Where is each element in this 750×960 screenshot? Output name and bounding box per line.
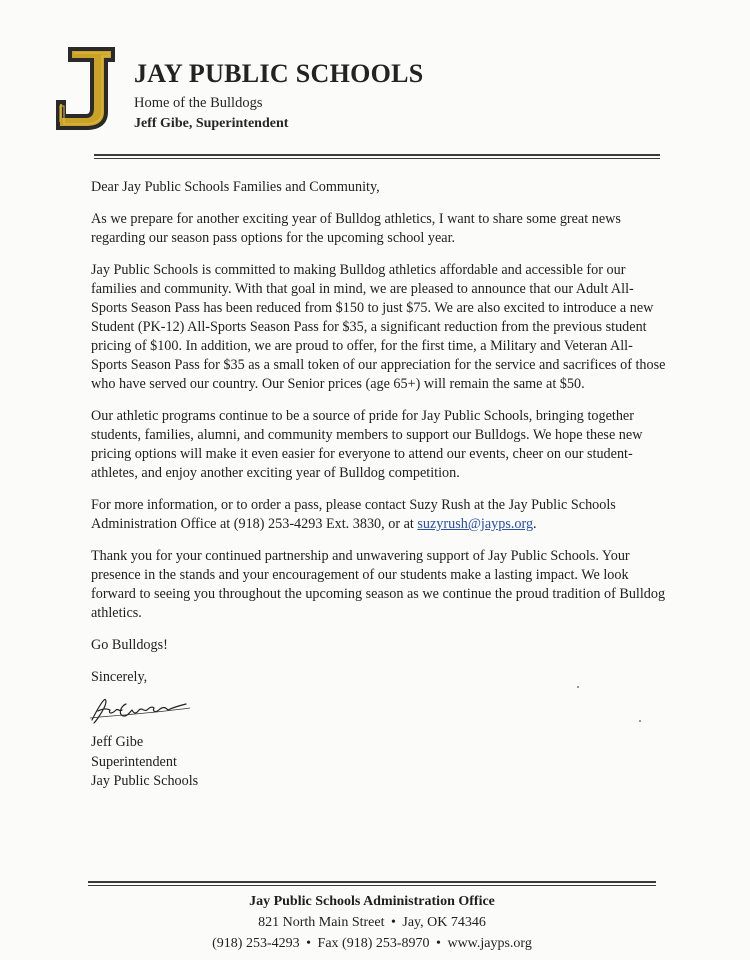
paragraph-5: Thank you for your continued partnership and unwavering support of Jay Public Schools. Your presence in the stands and your encouragement of our students make a lasting impact. We look forward to seeing you throughout the upcoming season as we continue the proud tradition of Bulldog athletics. xyxy=(91,548,666,621)
handwritten-signature xyxy=(86,694,196,726)
valediction: Sincerely, xyxy=(91,669,148,685)
header-divider xyxy=(94,154,660,159)
contact-email-link[interactable]: suzyrush@jayps.org xyxy=(417,516,534,532)
paragraph-4 xyxy=(91,496,666,534)
footer-website[interactable]: www.jayps.org xyxy=(447,936,532,951)
footer-divider xyxy=(88,881,656,886)
salutation: Dear Jay Public Schools Families and Community, xyxy=(91,179,380,195)
footer-address xyxy=(88,912,656,933)
footer-separator: • xyxy=(436,936,441,951)
school-name-heading: JAY PUBLIC SCHOOLS xyxy=(134,59,424,88)
contact-text: For more information, or to order a pass, please contact Suzy Rush at the Jay Public Schools Administration Office at (918) 253-4293 Ext. 3830, or at xyxy=(91,497,616,532)
paragraph-3: Our athletic programs continue to be a source of pride for Jay Public Schools, bringing together students, families, alumni, and community members to support our Bulldogs. We hope these new pricing options will make it even easier for everyone to attend our events, cheer on our student-athletes, and enjoy another exciting year of Bulldog competition. xyxy=(91,408,643,481)
tagline: Home of the Bulldogs xyxy=(134,95,263,111)
paragraph-2: Jay Public Schools is committed to making Bulldog athletics affordable and accessible for our families and community. With that goal in mind, we are pleased to announce that our Adult All-Sports Season Pass has been reduced from $150 to just $75. We are also excited to introduce a new Student (PK-12) All-Sports Season Pass for $35, a significant reduction from the previous student pricing of $100. In addition, we are proud to offer, for the first time, a Military and Veteran All-Sports Season Pass for $35 as a small token of our appreciation for the service and sacrifices of those who have served our country. Our Senior prices (age 65+) will remain the same at $50. xyxy=(91,262,666,392)
scan-speck xyxy=(639,720,641,722)
letterhead-footer xyxy=(88,891,656,954)
footer-separator: • xyxy=(390,915,396,930)
footer-city: Jay, OK 74346 xyxy=(402,915,486,930)
closing-cheer: Go Bulldogs! xyxy=(91,637,168,653)
paragraph-1: As we prepare for another exciting year of Bulldog athletics, I want to share some great news regarding our season pass options for the upcoming school year. xyxy=(91,211,621,246)
footer-street: 821 North Main Street xyxy=(258,915,385,930)
footer-separator: • xyxy=(306,936,312,951)
signer-title: Superintendent xyxy=(91,753,177,770)
contact-end: . xyxy=(533,516,537,532)
superintendent-line: Jeff Gibe, Superintendent xyxy=(134,116,289,131)
footer-office-name: Jay Public Schools Administration Office xyxy=(249,894,495,909)
footer-phone: (918) 253-4293 xyxy=(212,936,300,951)
signer-name: Jeff Gibe xyxy=(91,734,144,750)
signer-organization: Jay Public Schools xyxy=(91,773,199,789)
letter-body xyxy=(91,178,666,700)
scan-speck xyxy=(577,686,579,688)
school-logo-j-icon xyxy=(52,44,120,132)
footer-fax: Fax (918) 253-8970 xyxy=(317,936,430,951)
footer-contacts xyxy=(88,933,656,954)
signature-block xyxy=(91,733,198,792)
